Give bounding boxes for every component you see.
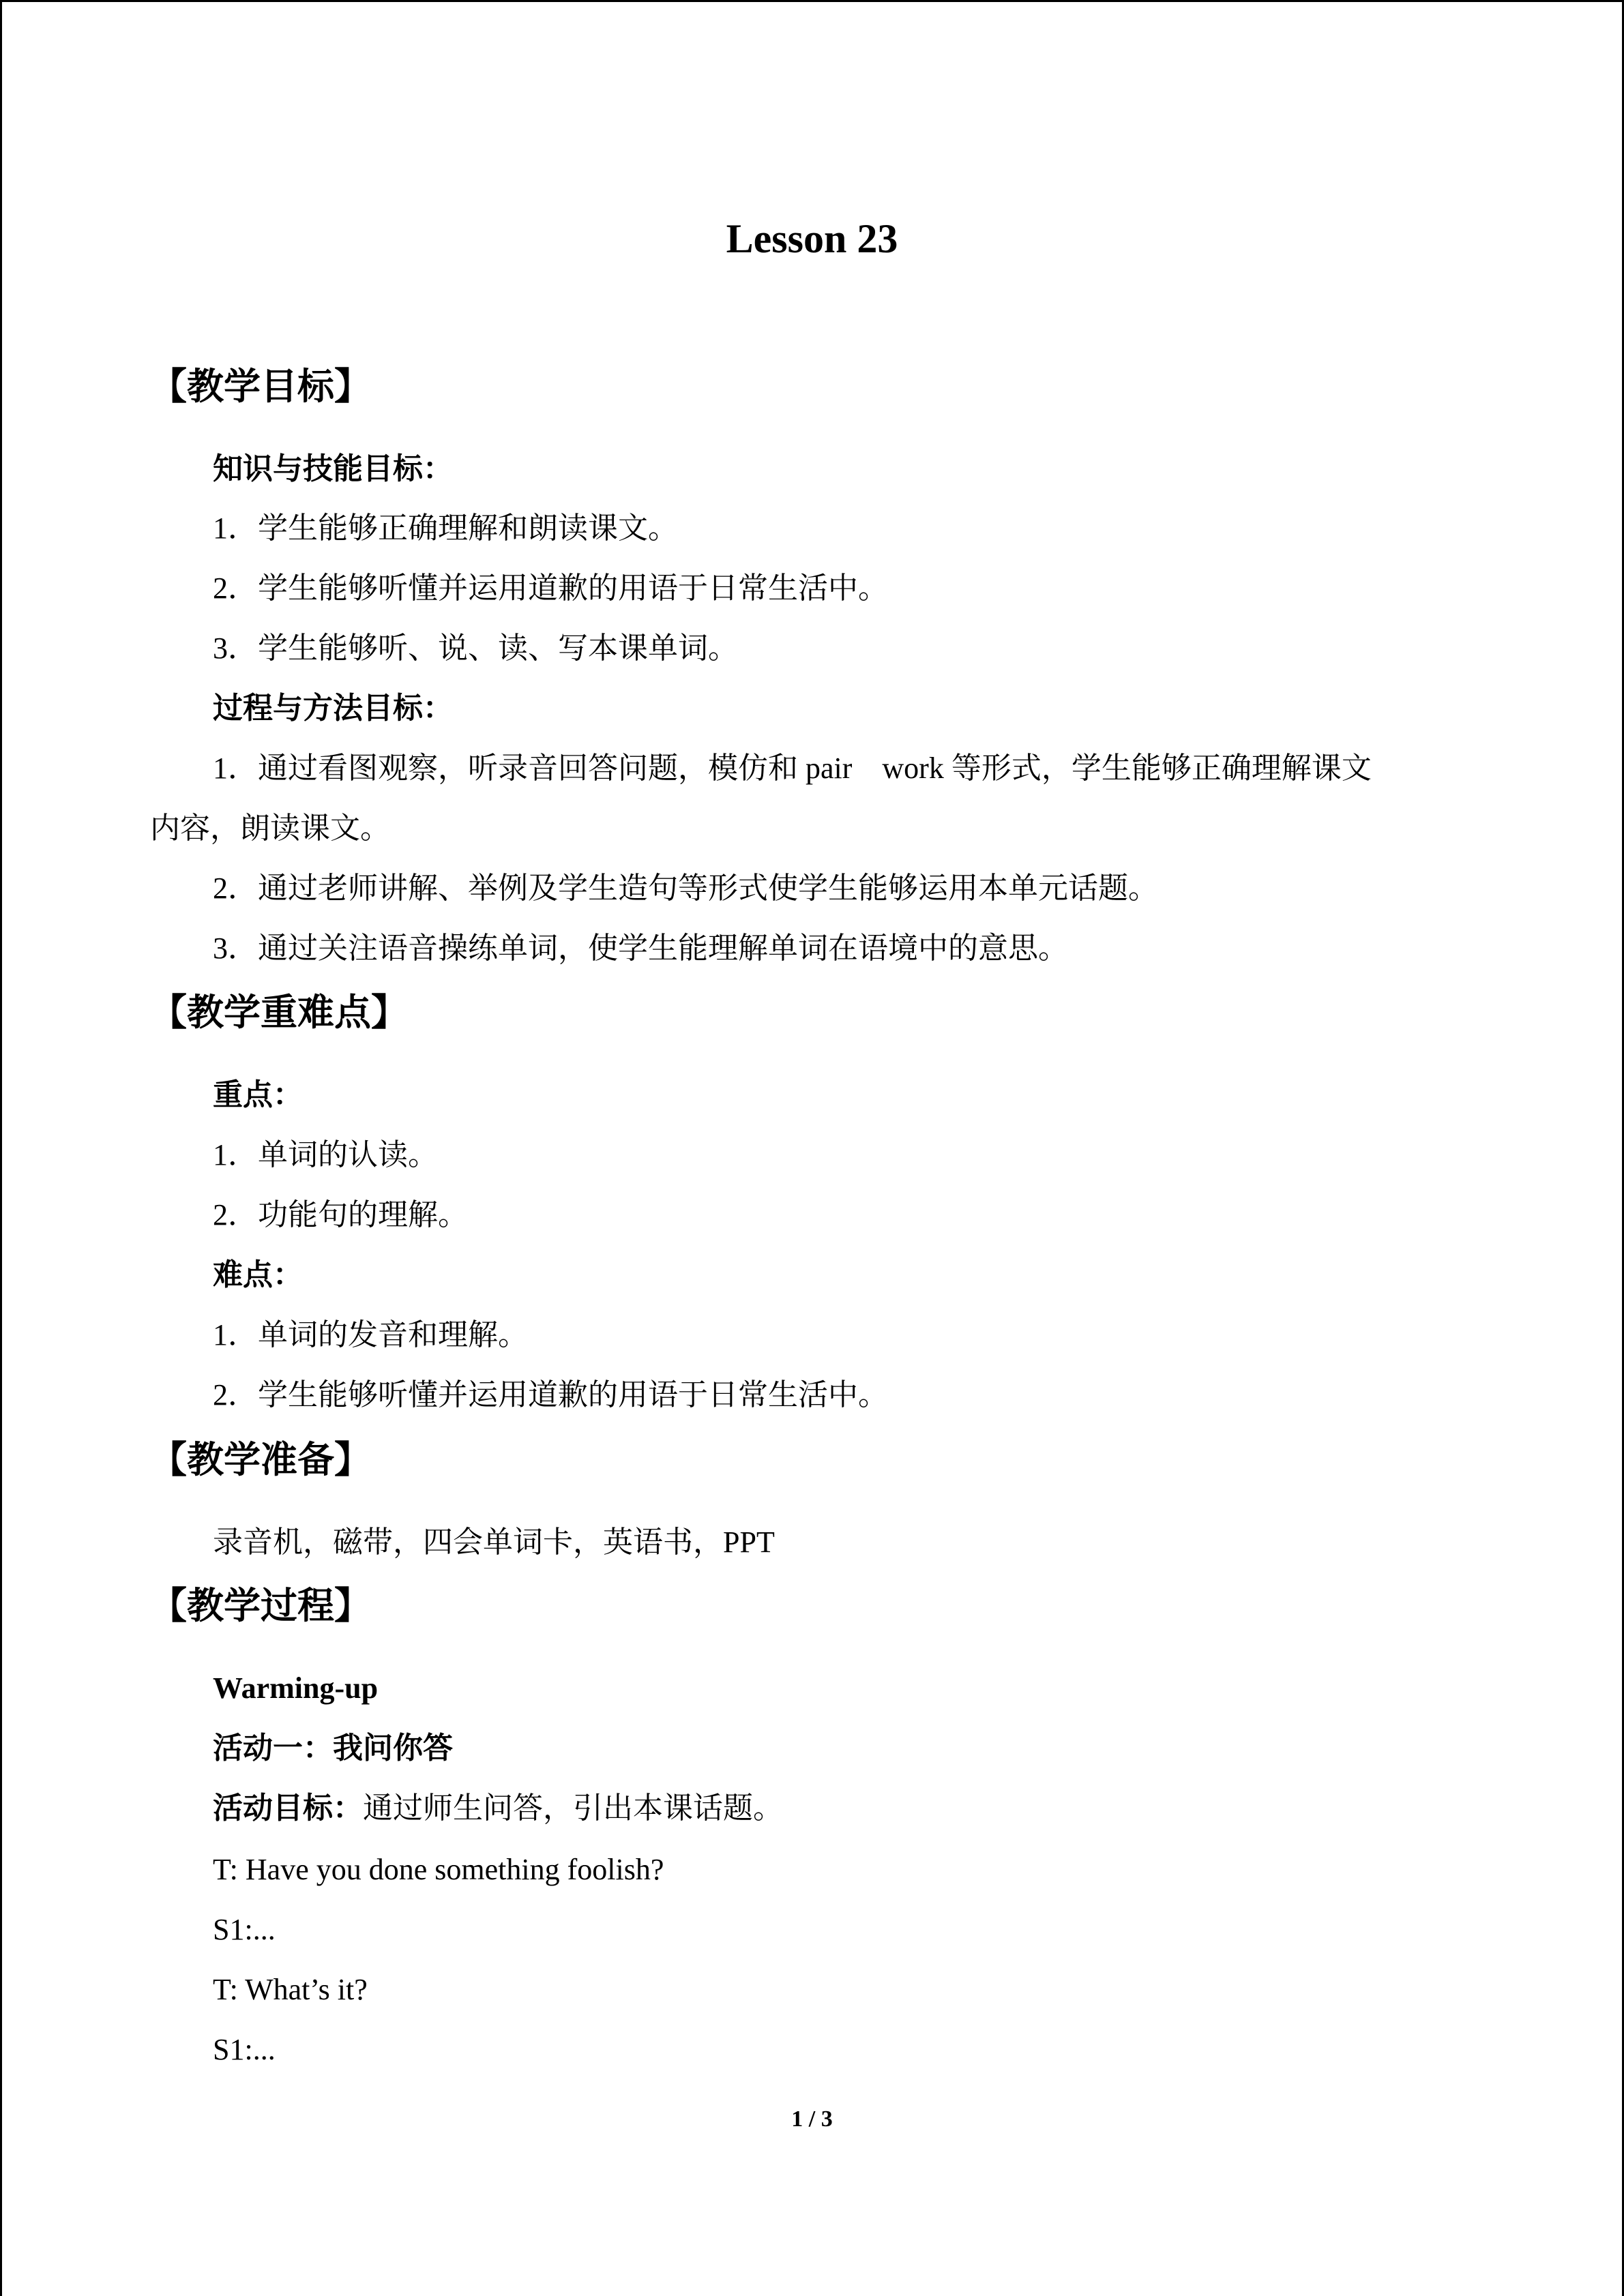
process-methods-heading: 过程与方法目标： bbox=[213, 691, 453, 725]
difficulty-item-2: 2．学生能够听懂并运用道歉的用语于日常生活中。 bbox=[213, 1378, 888, 1412]
dialogue-line-2: S1:... bbox=[213, 1913, 276, 1946]
dialogue-line-4: S1:... bbox=[213, 2033, 276, 2066]
page-number: 1 / 3 bbox=[791, 2106, 833, 2132]
difficulty-item-1: 1．单词的发音和理解。 bbox=[213, 1318, 528, 1352]
page-title: Lesson 23 bbox=[726, 216, 898, 261]
section-heading-key-points: 【教学重难点】 bbox=[150, 992, 408, 1033]
knowledge-item-2: 2．学生能够听懂并运用道歉的用语于日常生活中。 bbox=[213, 571, 888, 605]
preparation-text: 录音机，磁带，四会单词卡，英语书，PPT bbox=[213, 1525, 775, 1559]
section-heading-preparation: 【教学准备】 bbox=[150, 1440, 371, 1480]
section-heading-objectives: 【教学目标】 bbox=[150, 366, 371, 407]
process-item-3: 3．通过关注语音操练单词，使学生能理解单词在语境中的意思。 bbox=[213, 931, 1068, 965]
dialogue-line-3: T: What’s it? bbox=[213, 1973, 368, 2006]
focus-item-2: 2．功能句的理解。 bbox=[213, 1198, 468, 1232]
focus-heading: 重点： bbox=[213, 1078, 303, 1112]
process-item-2: 2．通过老师讲解、举例及学生造句等形式使学生能够运用本单元话题。 bbox=[213, 871, 1158, 905]
process-item-1-line-2: 内容，朗读课文。 bbox=[150, 811, 390, 845]
dialogue-line-1: T: Have you done something foolish? bbox=[213, 1853, 664, 1886]
focus-item-1: 1．单词的认读。 bbox=[213, 1138, 438, 1172]
knowledge-skills-heading: 知识与技能目标： bbox=[213, 452, 453, 486]
knowledge-item-1: 1．学生能够正确理解和朗读课文。 bbox=[213, 511, 678, 545]
activity-goal-text: 通过师生问答，引出本课话题。 bbox=[363, 1791, 783, 1825]
activity-one-heading: 活动一：我问你答 bbox=[213, 1731, 453, 1765]
section-heading-process: 【教学过程】 bbox=[150, 1585, 371, 1626]
knowledge-item-3: 3．学生能够听、说、读、写本课单词。 bbox=[213, 631, 738, 665]
difficulty-heading: 难点： bbox=[213, 1258, 303, 1292]
warming-up-heading: Warming-up bbox=[213, 1671, 379, 1705]
activity-goal-line bbox=[213, 1788, 783, 1829]
process-item-1-line-1: 1．通过看图观察，听录音回答问题，模仿和 pair work 等形式，学生能够正确理解课文 bbox=[213, 751, 1372, 785]
activity-goal-label: 活动目标： bbox=[213, 1791, 363, 1825]
